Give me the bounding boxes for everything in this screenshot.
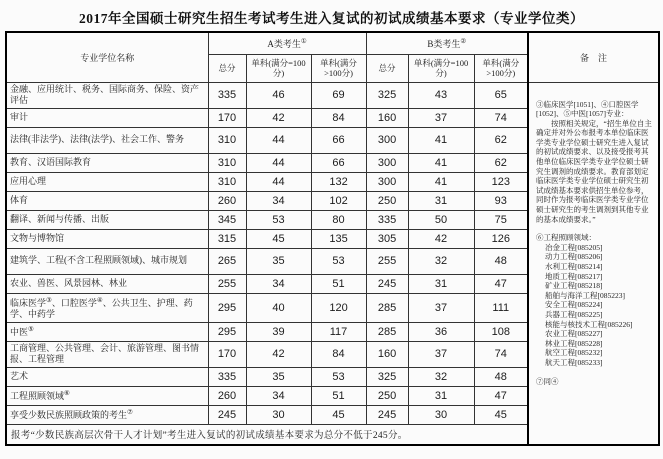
score-cell: 310 bbox=[208, 172, 246, 191]
group-a-footnote-mark: ① bbox=[300, 37, 307, 45]
group-a-label: A类考生 bbox=[267, 38, 301, 49]
score-cell: 62 bbox=[474, 127, 528, 153]
footnote-mark: ⑤ bbox=[28, 326, 34, 334]
score-cell: 66 bbox=[311, 153, 366, 172]
footnote-mark: ⑦ bbox=[127, 409, 133, 417]
score-cell: 75 bbox=[474, 210, 528, 229]
score-cell: 51 bbox=[311, 386, 366, 405]
subcol-b-single-gt100: 单科(满分>100分) bbox=[474, 54, 528, 82]
score-cell: 300 bbox=[366, 172, 408, 191]
minority-plan-footnote: 报考“少数民族高层次骨干人才计划”考生进入复试的初试成绩基本要求为总分不低于245分。 bbox=[6, 424, 528, 445]
score-cell: 30 bbox=[408, 405, 474, 424]
score-cell: 44 bbox=[246, 153, 311, 172]
program-name-cell: 体育 bbox=[6, 191, 208, 210]
score-cell: 123 bbox=[474, 172, 528, 191]
score-cell: 44 bbox=[246, 127, 311, 153]
remarks-line: 林业工程[085228] bbox=[545, 338, 603, 348]
score-cell: 42 bbox=[246, 108, 311, 127]
score-cell: 51 bbox=[311, 274, 366, 293]
score-cell: 34 bbox=[246, 274, 311, 293]
score-cell: 53 bbox=[246, 210, 311, 229]
subcol-a-total: 总分 bbox=[208, 54, 246, 82]
table-body bbox=[6, 82, 659, 445]
score-cell: 53 bbox=[311, 248, 366, 274]
score-cell: 34 bbox=[246, 191, 311, 210]
score-cell: 43 bbox=[408, 82, 474, 108]
score-cell: 47 bbox=[474, 274, 528, 293]
score-cell: 285 bbox=[366, 293, 408, 322]
score-cell: 32 bbox=[408, 248, 474, 274]
score-cell: 62 bbox=[474, 153, 528, 172]
score-cell: 285 bbox=[366, 322, 408, 341]
score-cell: 250 bbox=[366, 386, 408, 405]
score-cell: 335 bbox=[208, 367, 246, 386]
score-cell: 300 bbox=[366, 153, 408, 172]
score-cell: 135 bbox=[311, 229, 366, 248]
remarks-line: 矿业工程[085218] bbox=[545, 281, 603, 291]
remarks-line: 冶金工程[085205] bbox=[545, 242, 603, 252]
score-cell: 45 bbox=[246, 229, 311, 248]
program-name-cell: 教育、汉语国际教育 bbox=[6, 153, 208, 172]
subcol-a-single-100: 单科(满分=100分) bbox=[246, 54, 311, 82]
column-group-b-candidates bbox=[366, 32, 528, 54]
program-name-cell: 法律(非法学)、法律(法学)、社会工作、警务 bbox=[6, 127, 208, 153]
score-cell: 46 bbox=[246, 82, 311, 108]
score-cell: 31 bbox=[408, 191, 474, 210]
score-requirements-table bbox=[5, 31, 660, 446]
score-cell: 335 bbox=[208, 82, 246, 108]
score-cell: 295 bbox=[208, 322, 246, 341]
program-name-cell: 农业、兽医、风景园林、林业 bbox=[6, 274, 208, 293]
score-cell: 305 bbox=[366, 229, 408, 248]
score-cell: 84 bbox=[311, 108, 366, 127]
score-cell: 325 bbox=[366, 367, 408, 386]
score-cell: 66 bbox=[311, 127, 366, 153]
remarks-line: 动力工程[085206] bbox=[545, 252, 603, 262]
program-name-cell: 中医⑤ bbox=[6, 322, 208, 341]
program-name-cell: 艺术 bbox=[6, 367, 208, 386]
page-title: 2017年全国硕士研究生招生考试考生进入复试的初试成绩基本要求（专业学位类） bbox=[79, 11, 584, 26]
score-cell: 255 bbox=[208, 274, 246, 293]
table-header bbox=[6, 32, 659, 82]
score-cell: 310 bbox=[208, 127, 246, 153]
score-cell: 245 bbox=[208, 405, 246, 424]
remarks-cell bbox=[528, 82, 659, 445]
remarks-line: 船舶与海洋工程[085223] bbox=[545, 290, 626, 300]
score-cell: 37 bbox=[408, 108, 474, 127]
remarks-line: 按照相关规定，“招生单位自主确定并对外公布报考本单位临床医学类专业学位硕士研究生进入复试的初试成绩要求、以及接受报考其他单位临床医学类专业学位硕士研究生调剂的成绩要求。教育部划定临床医学类专业学位硕士研究生初试成绩基本要求供招生单位参考，同时作为报考临床医学类专业学位硕士研究生的考生调剂到其他专业的基本成绩要求。” bbox=[536, 118, 652, 224]
column-header-remarks: 备 注 bbox=[528, 32, 659, 82]
score-cell: 45 bbox=[474, 405, 528, 424]
program-name-cell: 应用心理 bbox=[6, 172, 208, 191]
program-name-cell: 翻译、新闻与传播、出版 bbox=[6, 210, 208, 229]
score-cell: 44 bbox=[246, 172, 311, 191]
subcol-b-total: 总分 bbox=[366, 54, 408, 82]
score-cell: 34 bbox=[246, 386, 311, 405]
score-cell: 45 bbox=[311, 405, 366, 424]
score-cell: 31 bbox=[408, 274, 474, 293]
score-cell: 255 bbox=[366, 248, 408, 274]
score-cell: 48 bbox=[474, 248, 528, 274]
score-cell: 295 bbox=[208, 293, 246, 322]
program-name-cell: 工商管理、公共管理、会计、旅游管理、图书情报、工程管理 bbox=[6, 341, 208, 367]
score-cell: 80 bbox=[311, 210, 366, 229]
score-cell: 35 bbox=[246, 248, 311, 274]
remarks-line: 兵器工程[085225] bbox=[545, 309, 603, 319]
score-cell: 245 bbox=[366, 274, 408, 293]
score-cell: 260 bbox=[208, 386, 246, 405]
score-cell: 69 bbox=[311, 82, 366, 108]
score-cell: 265 bbox=[208, 248, 246, 274]
remarks-line: 农业工程[085227] bbox=[545, 329, 603, 339]
score-cell: 160 bbox=[366, 108, 408, 127]
score-cell: 31 bbox=[408, 386, 474, 405]
remarks-line: 航天工程[085233] bbox=[545, 357, 603, 367]
score-cell: 108 bbox=[474, 322, 528, 341]
score-cell: 36 bbox=[408, 322, 474, 341]
score-cell: 310 bbox=[208, 153, 246, 172]
score-cell: 126 bbox=[474, 229, 528, 248]
score-cell: 50 bbox=[408, 210, 474, 229]
remarks-line: 水利工程[085214] bbox=[545, 262, 603, 271]
remarks-line: 安全工程[085224] bbox=[545, 300, 603, 310]
score-cell: 260 bbox=[208, 191, 246, 210]
subcol-a-single-gt100: 单科(满分>100分) bbox=[311, 54, 366, 82]
score-cell: 345 bbox=[208, 210, 246, 229]
score-cell: 65 bbox=[474, 82, 528, 108]
program-name-cell: 工程照顾领域⑥ bbox=[6, 386, 208, 405]
score-cell: 40 bbox=[246, 293, 311, 322]
score-cell: 32 bbox=[408, 367, 474, 386]
score-cell: 300 bbox=[366, 127, 408, 153]
program-name-cell: 临床医学③、口腔医学④、公共卫生、护理、药学、中药学 bbox=[6, 293, 208, 322]
score-cell: 111 bbox=[474, 293, 528, 322]
score-cell: 160 bbox=[366, 341, 408, 367]
score-cell: 102 bbox=[311, 191, 366, 210]
remarks-line: ③临床医学[1051]、④口腔医学[1052]、⑤中医[1057]专业： bbox=[536, 99, 639, 119]
score-cell: 74 bbox=[474, 108, 528, 127]
score-cell: 41 bbox=[408, 172, 474, 191]
remarks-line: 航空工程[085232] bbox=[545, 348, 603, 358]
score-cell: 30 bbox=[246, 405, 311, 424]
subcol-b-single-100: 单科(满分=100分) bbox=[408, 54, 474, 82]
remarks-line: 地质工程[085217] bbox=[545, 271, 603, 281]
footnote-mark: ③ bbox=[46, 296, 52, 304]
score-cell: 48 bbox=[474, 367, 528, 386]
remarks-line: ⑦同④ bbox=[536, 376, 559, 386]
score-cell: 325 bbox=[366, 82, 408, 108]
score-cell: 250 bbox=[366, 191, 408, 210]
footnote-mark: ⑥ bbox=[64, 390, 70, 398]
program-name-cell: 文物与博物馆 bbox=[6, 229, 208, 248]
footnote-mark: ④ bbox=[96, 296, 103, 304]
score-cell: 35 bbox=[246, 367, 311, 386]
group-b-label: B类考生 bbox=[427, 38, 461, 49]
score-cell: 93 bbox=[474, 191, 528, 210]
score-cell: 335 bbox=[366, 210, 408, 229]
score-cell: 132 bbox=[311, 172, 366, 191]
remarks-line: 核能与核技术工程[085226] bbox=[545, 319, 633, 329]
score-cell: 170 bbox=[208, 108, 246, 127]
score-cell: 39 bbox=[246, 322, 311, 341]
score-cell: 245 bbox=[366, 405, 408, 424]
score-cell: 41 bbox=[408, 153, 474, 172]
column-header-program-name: 专业学位名称 bbox=[6, 32, 208, 82]
score-cell: 37 bbox=[408, 293, 474, 322]
group-b-footnote-mark: ② bbox=[460, 37, 467, 45]
remarks-line: ⑥工程照顾领域： bbox=[536, 233, 597, 243]
score-cell: 42 bbox=[408, 229, 474, 248]
score-cell: 120 bbox=[311, 293, 366, 322]
program-name-cell: 金融、应用统计、税务、国际商务、保险、资产评估 bbox=[6, 82, 208, 108]
program-name-cell: 审计 bbox=[6, 108, 208, 127]
program-name-cell: 建筑学、工程(不含工程照顾领域)、城市规划 bbox=[6, 248, 208, 274]
score-cell: 53 bbox=[311, 367, 366, 386]
score-cell: 117 bbox=[311, 322, 366, 341]
column-group-a-candidates bbox=[208, 32, 366, 54]
score-cell: 315 bbox=[208, 229, 246, 248]
score-cell: 47 bbox=[474, 386, 528, 405]
program-name-cell: 享受少数民族照顾政策的考生⑦ bbox=[6, 405, 208, 424]
score-cell: 170 bbox=[208, 341, 246, 367]
score-cell: 42 bbox=[246, 341, 311, 367]
score-cell: 41 bbox=[408, 127, 474, 153]
score-cell: 84 bbox=[311, 341, 366, 367]
score-cell: 37 bbox=[408, 341, 474, 367]
score-cell: 74 bbox=[474, 341, 528, 367]
table-row bbox=[6, 82, 659, 108]
